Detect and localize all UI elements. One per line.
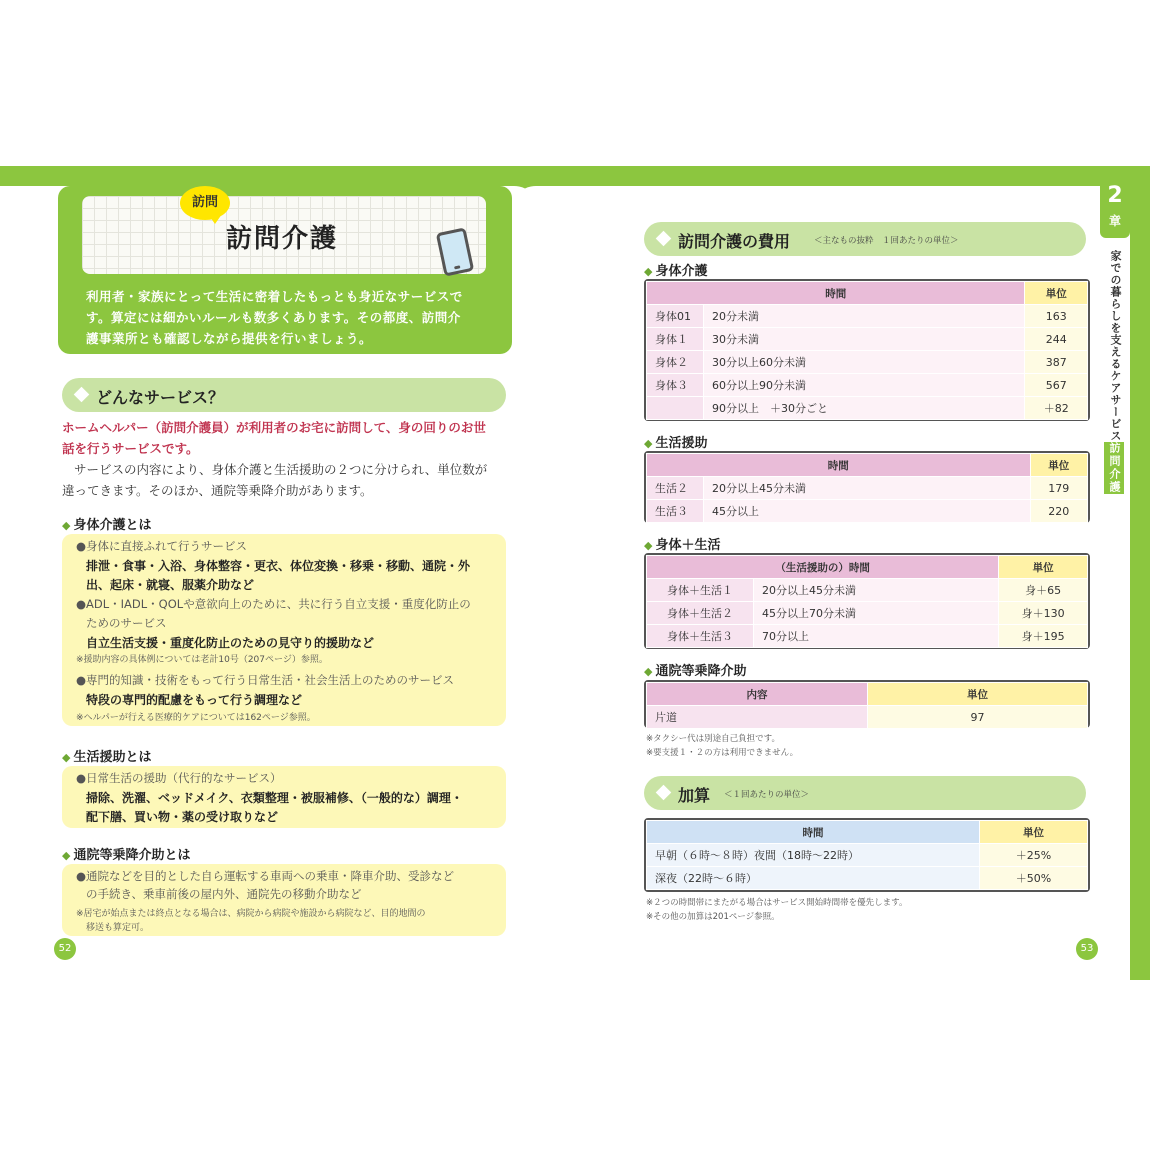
page-number-right: 53	[1076, 938, 1098, 960]
table-cell: 生活３	[647, 500, 704, 523]
subhead-tsuin: ◆ 通院等乗降介助とは	[62, 844, 190, 863]
text-line: ●専門的知識・技術をもって行う日常生活・社会生活上のためのサービス	[76, 673, 455, 687]
table-row	[647, 351, 1088, 374]
table-cell: 70分以上	[754, 625, 999, 648]
table-cell: 30分以上60分未満	[704, 351, 1025, 374]
table-row	[647, 397, 1088, 420]
table-header: 単位	[999, 556, 1088, 579]
table-cell: 30分未満	[704, 328, 1025, 351]
text-line: 掃除、洗濯、ベッドメイク、衣類整理・被服補修、（一般的な）調理・	[86, 791, 463, 805]
tsuin-box	[62, 864, 506, 936]
table-cell: 60分以上90分未満	[704, 374, 1025, 397]
note-line: ※援助内容の具体例については老計10号（207ページ）参照。	[76, 655, 328, 665]
table-cell: 身体＋生活１	[647, 579, 754, 602]
table-cell: 387	[1025, 351, 1088, 374]
table-cell: 20分以上45分未満	[704, 477, 1031, 500]
table-head-shintai-seikatsu: ◆ 身体＋生活	[644, 534, 720, 553]
chapter-label: 章	[1108, 214, 1121, 228]
table-cell: 片道	[647, 706, 868, 729]
note-line: ※タクシー代は別途自己負担です。	[646, 734, 780, 744]
table-cell: 身体＋生活３	[647, 625, 754, 648]
text-line: 排泄・食事・入浴、身体整容・更衣、体位変換・移乗・移動、通院・外	[86, 559, 471, 573]
table-cell: 深夜（22時～６時）	[647, 867, 980, 890]
table-cell: 早朝（６時～８時）夜間（18時～22時）	[647, 844, 980, 867]
table-row	[647, 625, 1088, 648]
table-cell: 244	[1025, 328, 1088, 351]
kasan-title: 加算	[678, 786, 711, 805]
section-bar-cost	[644, 222, 1086, 256]
note-line: 移送も算定可。	[86, 923, 150, 933]
table-row	[647, 867, 1088, 890]
note-line: ※その他の加算は201ページ参照。	[646, 912, 780, 922]
table-cell: 45分以上70分未満	[754, 602, 999, 625]
table-row	[647, 579, 1088, 602]
table-cell: 97	[868, 706, 1088, 729]
chapter-tab	[1100, 178, 1130, 238]
table-shintai-seikatsu	[646, 555, 1088, 648]
table-header: 単位	[1030, 454, 1087, 477]
table-tsuin	[646, 682, 1088, 729]
table-seikatsu	[646, 453, 1088, 523]
section-title: どんなサービス？	[96, 388, 225, 407]
table-cell: 身体２	[647, 351, 704, 374]
diamond-icon	[656, 785, 672, 801]
text-line: 配下膳、買い物・薬の受け取りなど	[86, 810, 279, 824]
table-cell: 20分未満	[704, 305, 1025, 328]
side-highlight: 訪問介護	[1104, 442, 1124, 494]
table-header: 単位	[980, 821, 1088, 844]
table-row	[647, 305, 1088, 328]
table-cell: ＋82	[1025, 397, 1088, 420]
table-cell: 身体＋生活２	[647, 602, 754, 625]
text-line: ●身体に直接ふれて行うサービス	[76, 539, 248, 553]
side-chapter-text: 家での暮らしを支えるケアサービス	[1109, 250, 1122, 442]
cost-title: 訪問介護の費用	[678, 232, 791, 251]
subhead-shintai: ◆ 身体介護とは	[62, 514, 151, 533]
note-line: ※要支援１・２の方は利用できません。	[646, 748, 799, 758]
table-cell: 生活２	[647, 477, 704, 500]
table-row	[647, 328, 1088, 351]
table-cell	[647, 397, 704, 420]
intro-text: 利用者・家族にとって生活に密着したもっとも身近なサービスで す。算定には細かいルールも数多くあります。その都度、訪問介 護事業所とも確認しながら提供を行いましょう。	[86, 289, 463, 346]
table-cell: 90分以上 ＋30分ごと	[704, 397, 1025, 420]
table-header: （生活援助の）時間	[647, 556, 999, 579]
table-cell: 220	[1030, 500, 1087, 523]
note-line: ※居宅が始点または終点となる場合は、病院から病院や施設から病院など、目的地間の	[76, 909, 426, 919]
table-head-seikatsu: ◆ 生活援助	[644, 432, 707, 451]
chapter-number: 2	[1107, 183, 1123, 208]
lead-line-1: ホームヘルパー（訪問介護員）が利用者のお宅に訪問して、身の回りのお世	[62, 420, 486, 435]
table-header: 時間	[647, 821, 980, 844]
table-header: 内容	[647, 683, 868, 706]
table-head-tsuin: ◆ 通院等乗降介助	[644, 660, 746, 679]
table-head-shintai: ◆ 身体介護	[644, 260, 707, 279]
text-line: ●通院などを目的とした自ら運転する車両への乗車・降車介助、受診など	[76, 869, 455, 883]
table-cell: 身＋130	[999, 602, 1088, 625]
text-line: 自立生活支援・重度化防止のための見守り的援助など	[86, 636, 375, 650]
note-line: ※２つの時間帯にまたがる場合はサービス開始時間帯を優先します。	[646, 898, 908, 908]
table-row	[647, 374, 1088, 397]
badge-bubble: 訪問	[180, 186, 230, 220]
table-header: 時間	[647, 454, 1031, 477]
table-row	[647, 706, 1088, 729]
table-header: 単位	[868, 683, 1088, 706]
table-cell: 45分以上	[704, 500, 1031, 523]
table-row	[647, 602, 1088, 625]
lead-line-2: 話を行うサービスです。	[62, 441, 199, 456]
table-cell: 163	[1025, 305, 1088, 328]
lead-line-3: サービスの内容により、身体介護と生活援助の２つに分けられ、単位数が	[74, 462, 488, 477]
lead-line-4: 違ってきます。そのほか、通院等乗降介助があります。	[62, 483, 373, 498]
page-number-left: 52	[54, 938, 76, 960]
table-header: 時間	[647, 282, 1025, 305]
table-row	[647, 844, 1088, 867]
diamond-icon	[656, 231, 672, 247]
text-line: ためのサービス	[86, 616, 167, 630]
text-line: ●ADL・IADL・QOLや意欲向上のために、共に行う自立支援・重度化防止の	[76, 597, 471, 611]
table-cell: 身体１	[647, 328, 704, 351]
table-cell: 179	[1030, 477, 1087, 500]
text-line: の手続き、乗車前後の屋内外、通院先の移動介助など	[86, 887, 362, 901]
table-cell: 20分以上45分未満	[754, 579, 999, 602]
kasan-subtitle: ＜１回あたりの単位＞	[724, 790, 810, 800]
table-cell: 身体３	[647, 374, 704, 397]
right-edge-strip	[1130, 166, 1150, 980]
table-kasan	[646, 820, 1088, 890]
subhead-seikatsu: ◆ 生活援助とは	[62, 746, 151, 765]
table-cell: 567	[1025, 374, 1088, 397]
text-line: 出、起床・就寝、服薬介助など	[86, 578, 255, 592]
table-header: 単位	[1025, 282, 1088, 305]
text-line: ●日常生活の援助（代行的なサービス）	[76, 771, 282, 785]
table-cell: ＋25%	[980, 844, 1088, 867]
page-title: 訪問介護	[226, 224, 339, 254]
table-cell: 身＋65	[999, 579, 1088, 602]
table-shintai	[646, 281, 1088, 420]
seikatsu-box	[62, 766, 506, 828]
note-line: ※ヘルパーが行える医療的ケアについては162ページ参照。	[76, 713, 316, 723]
table-row	[647, 500, 1088, 523]
table-cell: 身体01	[647, 305, 704, 328]
table-row	[647, 477, 1088, 500]
cost-subtitle: ＜主なもの抜粋 １回あたりの単位＞	[814, 236, 959, 246]
table-cell: 身＋195	[999, 625, 1088, 648]
section-bar-service	[62, 378, 506, 412]
diamond-icon	[74, 387, 90, 403]
shintai-box	[62, 534, 506, 726]
table-cell: ＋50%	[980, 867, 1088, 890]
text-line: 特段の専門的配慮をもって行う調理など	[86, 693, 303, 707]
section-bar-kasan	[644, 776, 1086, 810]
